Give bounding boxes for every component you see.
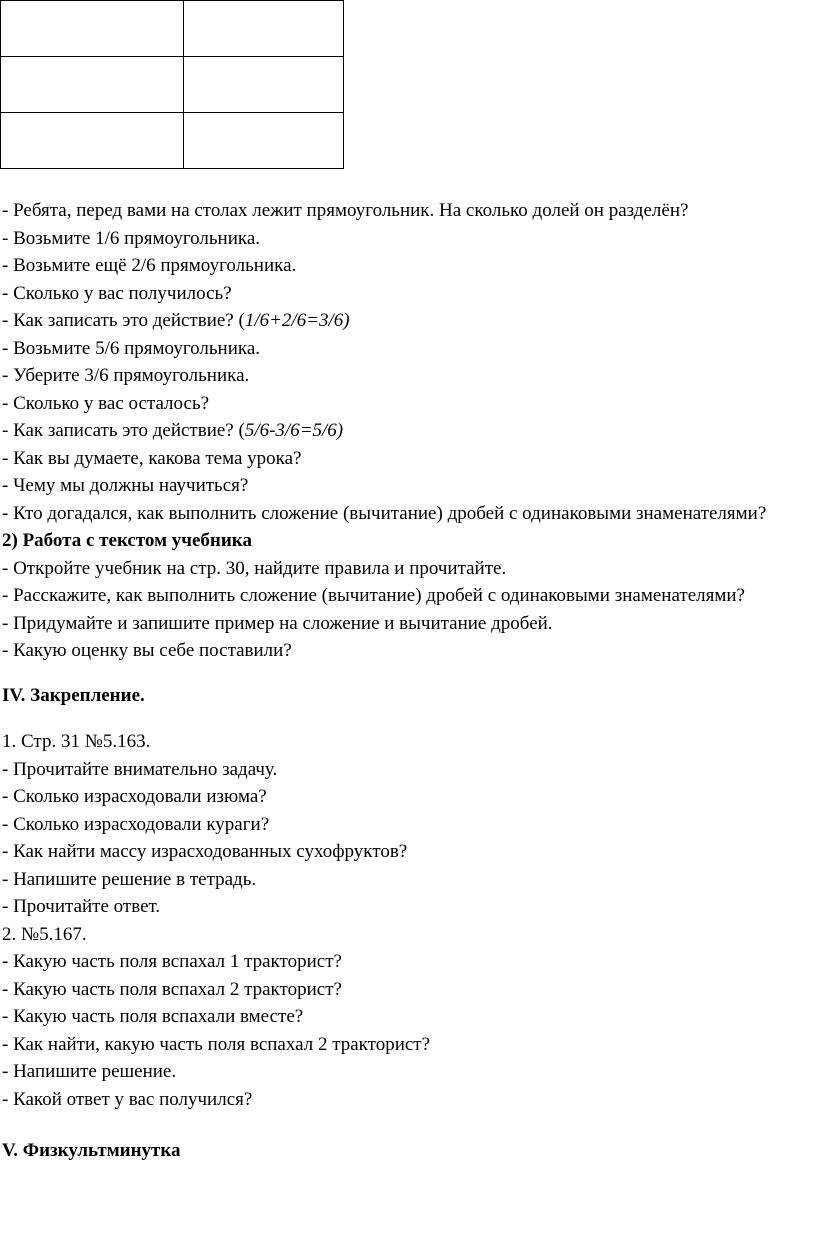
- table-cell: [1, 57, 184, 113]
- question-line: - Прочитайте внимательно задачу.: [2, 758, 278, 780]
- table-cell: [1, 1, 184, 57]
- section-heading: IV. Закрепление.: [2, 684, 145, 706]
- table-cell: [1, 113, 184, 169]
- question-line: - Сколько у вас осталось?: [2, 392, 210, 414]
- question-line: - Как вы думаете, какова тема урока?: [2, 447, 302, 469]
- table-row: [1, 57, 344, 113]
- question-line: - Возьмите 5/6 прямоугольника.: [2, 337, 261, 359]
- question-line: - Откройте учебник на стр. 30, найдите правила и прочитайте.: [2, 557, 507, 579]
- question-text: - Как записать это действие? (: [2, 310, 245, 331]
- fraction-rectangle-table: [0, 0, 344, 169]
- question-line: - Чему мы должны научиться?: [2, 475, 249, 496]
- question-text: - Как записать это действие? (: [2, 420, 245, 441]
- question-line: - Какую оценку вы себе поставили?: [2, 640, 292, 661]
- question-line: [2, 307, 807, 335]
- question-line: [2, 417, 807, 445]
- question-line: - Прочитайте ответ.: [2, 896, 161, 917]
- section-heading: V. Физкультминутка: [2, 1140, 181, 1161]
- question-line: - Сколько у вас получилось?: [2, 282, 232, 304]
- table-cell: [184, 57, 344, 113]
- question-line: - Как найти массу израсходованных сухофруктов?: [2, 841, 408, 862]
- question-line: - Сколько израсходовали кураги?: [2, 813, 270, 835]
- task-title: 1. Стр. 31 №5.163.: [2, 731, 151, 752]
- question-line: - Уберите 3/6 прямоугольника.: [2, 365, 250, 386]
- task-title: 2. №5.167.: [2, 923, 87, 945]
- question-line: - Какую часть поля вспахали вместе?: [2, 1006, 304, 1027]
- table-row: [1, 113, 344, 169]
- formula-text: 1/6+2/6=3/6): [244, 310, 350, 331]
- question-line: - Расскажите, как выполнить сложение (вычитание) дробей с одинаковыми знаменателями?: [2, 585, 745, 606]
- question-line: - Возьмите 1/6 прямоугольника.: [2, 227, 261, 249]
- question-line: - Какой ответ у вас получился?: [2, 1088, 253, 1110]
- formula-text: 5/6-3/6=5/6): [244, 420, 344, 441]
- question-line: - Возьмите ещё 2/6 прямоугольника.: [2, 255, 297, 276]
- question-line: - Кто догадался, как выполнить сложение (вычитание) дробей с одинаковыми знаменателями?: [2, 502, 767, 524]
- question-line: - Какую часть поля вспахал 2 тракторист?: [2, 978, 342, 1000]
- question-line: - Ребята, перед вами на столах лежит прямоугольник. На сколько долей он разделён?: [2, 200, 689, 221]
- question-line: - Напишите решение.: [2, 1061, 177, 1082]
- question-line: - Придумайте и запишите пример на сложение и вычитание дробей.: [2, 612, 553, 634]
- table-cell: [184, 113, 344, 169]
- table-row: [1, 1, 344, 57]
- question-line: - Как найти, какую часть поля вспахал 2 тракторист?: [2, 1033, 431, 1055]
- question-line: - Напишите решение в тетрадь.: [2, 868, 257, 890]
- question-line: - Какую часть поля вспахал 1 тракторист?: [2, 951, 342, 972]
- section-heading: 2) Работа с текстом учебника: [2, 530, 252, 551]
- question-line: - Сколько израсходовали изюма?: [2, 786, 267, 807]
- lesson-text: [2, 197, 807, 1165]
- table-cell: [184, 1, 344, 57]
